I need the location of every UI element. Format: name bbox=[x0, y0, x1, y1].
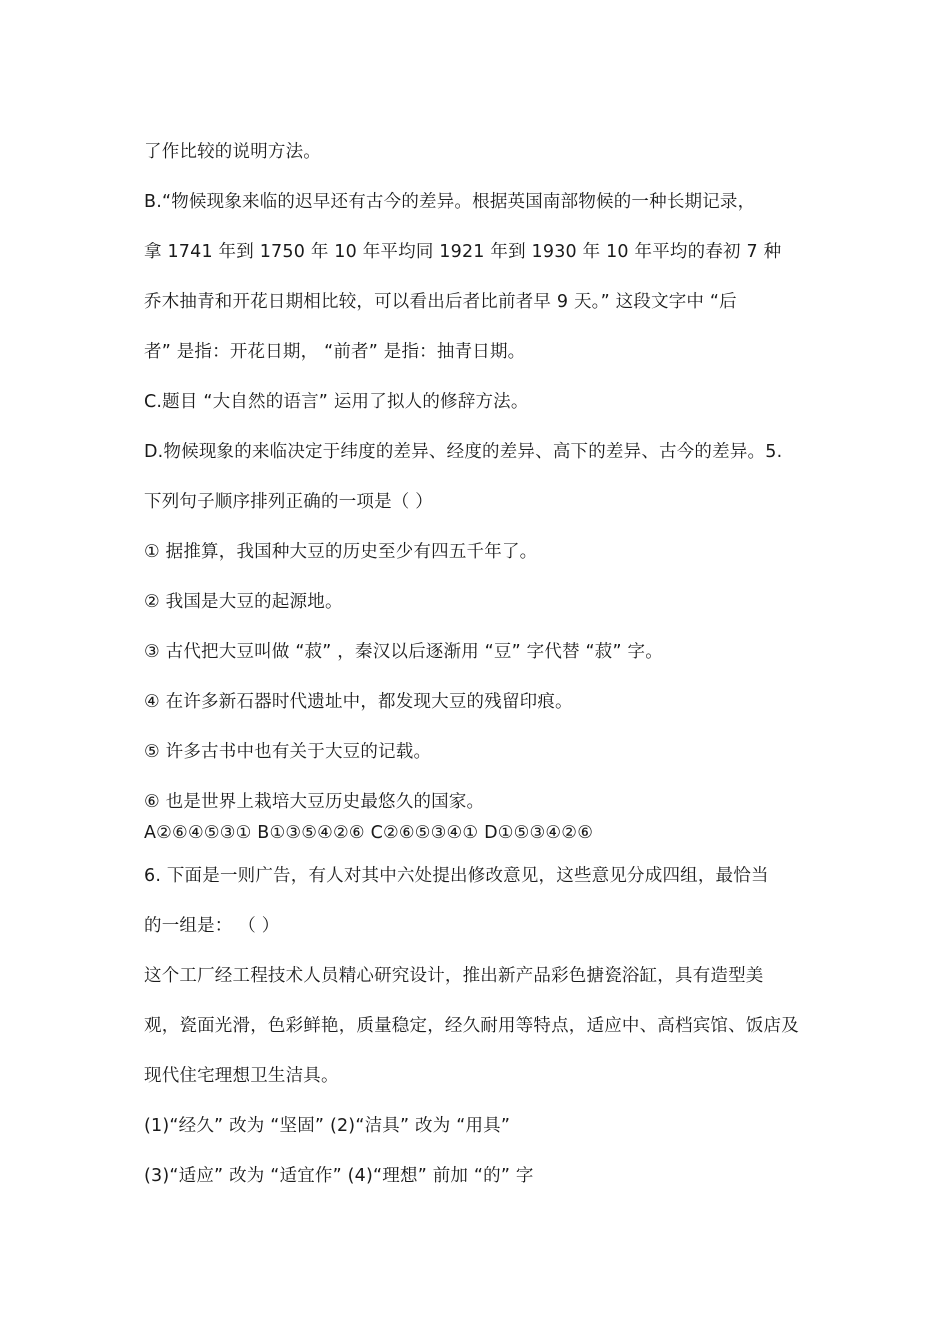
option-d-line: D.物候现象的来临决定于纬度的差异、经度的差异、高下的差异、古今的差异。5. bbox=[144, 442, 783, 462]
sentence-3: ③ 古代把大豆叫做 “菽” ，秦汉以后逐渐用 “豆” 字代替 “菽” 字。 bbox=[144, 642, 663, 662]
revision-options-line: (3)“适应” 改为 “适宜作” (4)“理想” 前加 “的” 字 bbox=[144, 1166, 534, 1186]
ad-text-line: 现代住宅理想卫生洁具。 bbox=[144, 1066, 339, 1086]
sentence-1: ① 据推算，我国种大豆的历史至少有四五千年了。 bbox=[144, 542, 538, 562]
sentence-4: ④ 在许多新石器时代遗址中，都发现大豆的残留印痕。 bbox=[144, 692, 573, 712]
sentence-2: ② 我国是大豆的起源地。 bbox=[144, 592, 343, 612]
ad-text-line: 这个工厂经工程技术人员精心研究设计，推出新产品彩色搪瓷浴缸，具有造型美 bbox=[144, 966, 764, 986]
text-line: 的一组是： （ ） bbox=[144, 916, 280, 936]
text-line: 拿 1741 年到 1750 年 10 年平均同 1921 年到 1930 年 10 年平均的春初 7 种 bbox=[144, 242, 782, 262]
revision-options-line: (1)“经久” 改为 “坚固” (2)“洁具” 改为 “用具” bbox=[144, 1116, 511, 1136]
answer-choices: A②⑥④⑤③① B①③⑤④②⑥ C②⑥⑤③④① D①⑤③④②⑥ bbox=[144, 823, 594, 843]
option-c-line: C.题目 “大自然的语言” 运用了拟人的修辞方法。 bbox=[144, 392, 529, 412]
text-line: 了作比较的说明方法。 bbox=[144, 142, 321, 162]
ad-text-line: 观，瓷面光滑，色彩鲜艳，质量稳定，经久耐用等特点，适应中、高档宾馆、饭店及 bbox=[144, 1016, 799, 1036]
sentence-5: ⑤ 许多古书中也有关于大豆的记载。 bbox=[144, 742, 432, 762]
option-b-line: B.“物候现象来临的迟早还有古今的差异。根据英国南部物候的一种长期记录， bbox=[144, 192, 756, 212]
text-line: 者” 是指：开花日期， “前者” 是指：抽青日期。 bbox=[144, 342, 526, 362]
question-6-prompt: 6. 下面是一则广告，有人对其中六处提出修改意见，这些意见分成四组，最恰当 bbox=[144, 866, 769, 886]
question-5-prompt: 下列句子顺序排列正确的一项是（ ） bbox=[144, 492, 433, 512]
sentence-6: ⑥ 也是世界上栽培大豆历史最悠久的国家。 bbox=[144, 792, 485, 812]
text-line: 乔木抽青和开花日期相比较，可以看出后者比前者早 9 天。” 这段文字中 “后 bbox=[144, 292, 737, 312]
